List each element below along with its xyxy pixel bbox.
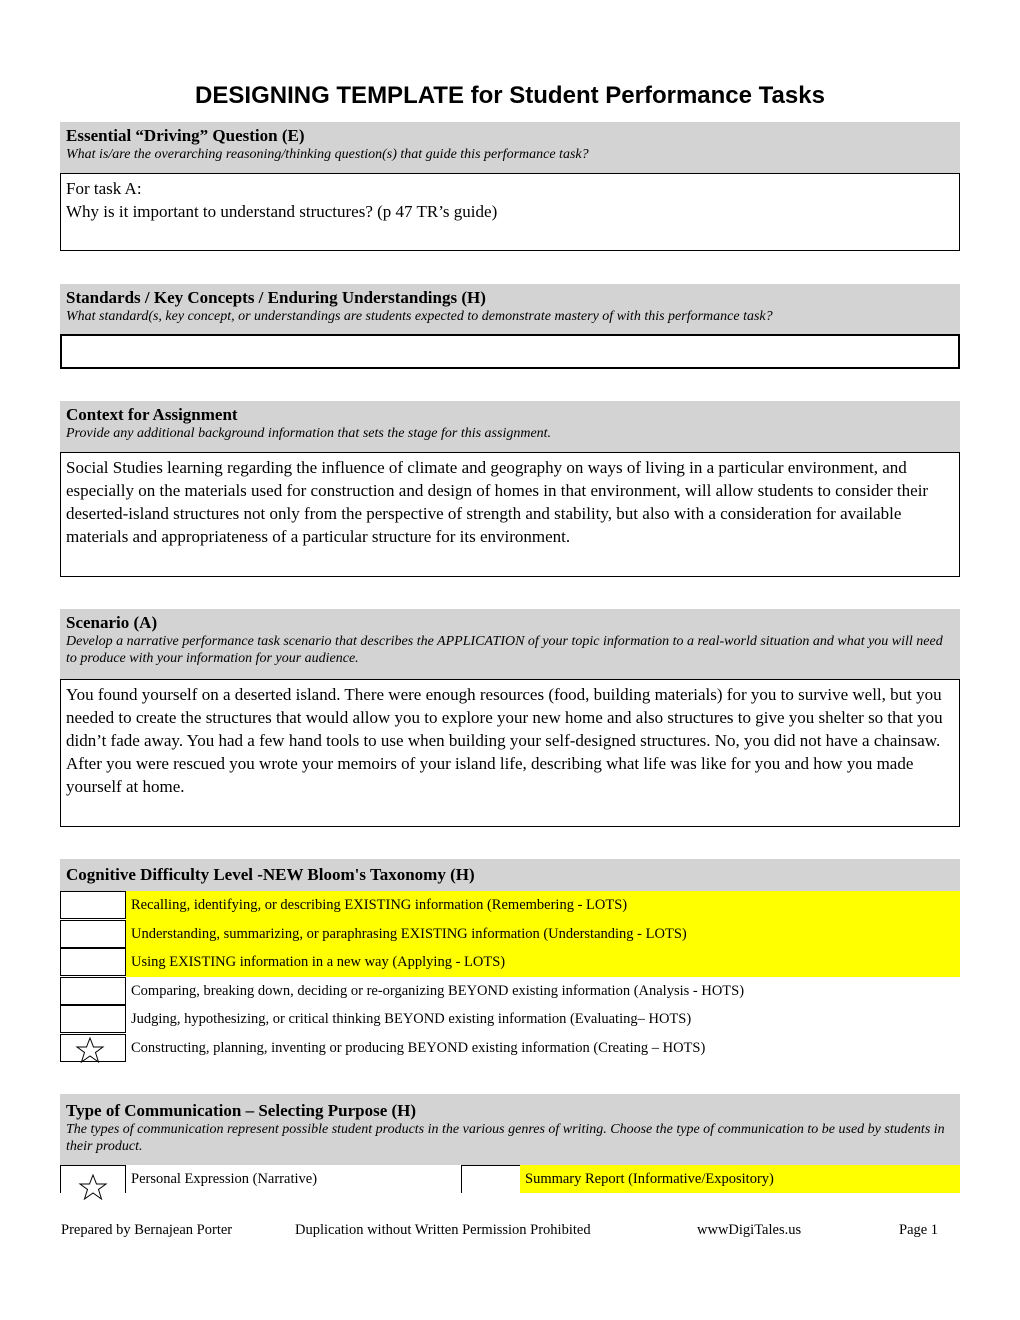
- footer-duplication-notice: Duplication without Written Permission Prohibited: [295, 1222, 591, 1238]
- bloom-label-remembering: Recalling, identifying, or describing EXISTING information (Remembering - LOTS): [126, 891, 960, 920]
- bloom-level-remembering: [60, 891, 960, 920]
- bloom-section: [60, 859, 960, 1062]
- bloom-level-creating: [60, 1034, 960, 1063]
- context-header: [60, 401, 960, 452]
- scenario-heading: Scenario (A): [66, 613, 158, 632]
- context-instructions: Provide any additional background information that sets the stage for this assignment.: [66, 426, 552, 441]
- context-field[interactable]: Social Studies learning regarding the influence of climate and geography on ways of living in a particular environment, and especially on the materials used for construction and design of homes in that environment, will allow students to consider their deserted-island structures not only from the perspective of strength and stability, but also with a consideration for available materials and appropriateness of a particular structure for its environment.: [60, 452, 960, 577]
- standards-instructions: What standard(s, key concept, or understandings are students expected to demonstrate mastery of with this performance task?: [66, 309, 773, 324]
- scenario-header: [60, 609, 960, 679]
- communication-header: [60, 1094, 960, 1165]
- essential-question-heading: Essential “Driving” Question (E): [66, 126, 305, 145]
- bloom-level-understanding: [60, 920, 960, 949]
- context-section: [60, 401, 960, 577]
- standards-field[interactable]: [60, 334, 960, 369]
- communication-section: [60, 1094, 960, 1193]
- bloom-label-understanding: Understanding, summarizing, or paraphrasing EXISTING information (Understanding - LOTS): [126, 920, 960, 949]
- communication-heading: Type of Communication – Selecting Purpose (H): [66, 1101, 417, 1120]
- page-title: DESIGNING TEMPLATE for Student Performance Tasks: [195, 82, 825, 109]
- essential-question-line-1: For task A:: [66, 179, 142, 198]
- bloom-label-creating: Constructing, planning, inventing or producing BEYOND existing information (Creating – HOTS): [131, 1039, 706, 1056]
- bloom-checkbox-creating[interactable]: [60, 1034, 126, 1062]
- communication-checkbox-informative[interactable]: [461, 1165, 521, 1193]
- scenario-section: [60, 609, 960, 827]
- context-heading: Context for Assignment: [66, 405, 238, 424]
- bloom-heading: Cognitive Difficulty Level -NEW Bloom's Taxonomy (H): [66, 865, 475, 884]
- communication-label-informative: Summary Report (Informative/Expository): [520, 1165, 960, 1193]
- bloom-level-evaluating: [60, 1005, 960, 1034]
- bloom-checkbox-analysis[interactable]: [60, 977, 126, 1005]
- scenario-instructions: Develop a narrative performance task scenario that describes the APPLICATION of your topic information to a real-world situation and what you will need to produce with your information for your audience.: [66, 634, 943, 666]
- bloom-level-analysis: [60, 977, 960, 1006]
- essential-question-instructions: What is/are the overarching reasoning/thinking question(s) that guide this performance task?: [66, 147, 589, 162]
- star-icon: [78, 1174, 108, 1200]
- bloom-checkbox-applying[interactable]: [60, 948, 126, 976]
- bloom-label-evaluating: Judging, hypothesizing, or critical thinking BEYOND existing information (Evaluating– HOTS): [131, 1011, 692, 1027]
- essential-question-header: [60, 122, 960, 173]
- bloom-level-applying: [60, 948, 960, 977]
- bloom-label-analysis: Comparing, breaking down, deciding or re-organizing BEYOND existing information (Analysis - HOTS): [131, 982, 745, 999]
- bloom-label-applying: Using EXISTING information in a new way (Applying - LOTS): [126, 948, 960, 977]
- standards-header: [60, 284, 960, 334]
- scenario-field[interactable]: You found yourself on a deserted island. There were enough resources (food, building materials) for you to survive well, but you needed to create the structures that would allow you to explore your new home and also structures to give you shelter so that you didn’t fade away. You had a few hand tools to use when building your self-designed structures. No, you did not have a chainsaw. After you were rescued you wrote your memoirs of your island life, describing what life was like for you and how you made yourself at home.: [60, 679, 960, 827]
- communication-checkbox-narrative[interactable]: [60, 1165, 126, 1193]
- communication-label-narrative: Personal Expression (Narrative): [131, 1171, 318, 1187]
- bloom-checkbox-remembering[interactable]: [60, 891, 126, 919]
- bloom-checkbox-understanding[interactable]: [60, 920, 126, 948]
- communication-options: [60, 1165, 960, 1193]
- essential-question-line-2: Why is it important to understand structures? (p 47 TR’s guide): [66, 202, 498, 221]
- bloom-levels: [60, 891, 960, 1062]
- bloom-header: [60, 859, 960, 891]
- standards-heading: Standards / Key Concepts / Enduring Understandings (H): [66, 288, 486, 307]
- footer-website: wwwDigiTales.us: [697, 1222, 802, 1238]
- footer-prepared-by: Prepared by Bernajean Porter: [61, 1222, 233, 1238]
- essential-question-field[interactable]: [60, 173, 960, 251]
- bloom-checkbox-evaluating[interactable]: [60, 1005, 126, 1033]
- communication-instructions: The types of communication represent possible student products in the various genres of writing. Choose the type of communication to be used by students in their product.: [66, 1122, 945, 1154]
- footer-page-number: Page 1: [899, 1222, 939, 1238]
- essential-question-section: [60, 122, 960, 251]
- star-icon: [75, 1037, 105, 1063]
- standards-section: [60, 284, 960, 369]
